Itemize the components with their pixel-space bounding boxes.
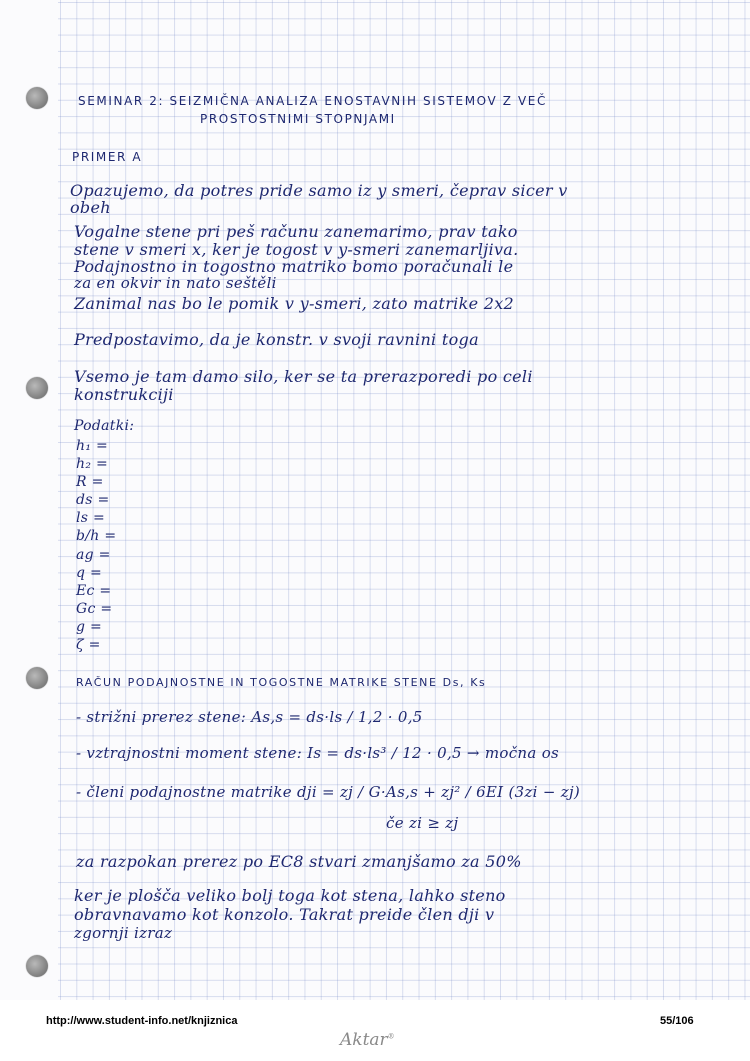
- punch-hole: [26, 955, 48, 977]
- data-heading: Podatki:: [74, 418, 135, 434]
- punch-hole: [26, 377, 48, 399]
- paragraph-line: Vogalne stene pri peš računu zanemarimo, prav tako: [74, 222, 518, 241]
- paragraph-line: ker je plošča veliko bolj toga kot stena, lahko steno: [74, 886, 506, 905]
- data-item: h₁ =: [76, 438, 109, 454]
- punch-hole: [26, 667, 48, 689]
- title-line-2: PROSTOSTNIMI STOPNJAMI: [200, 112, 396, 126]
- paragraph-line: Zanimal nas bo le pomik v y-smeri, zato matrike 2x2: [74, 294, 515, 313]
- subtitle: PRIMER A: [72, 150, 143, 164]
- page-margin: [0, 0, 58, 1000]
- page-number: 55/106: [660, 1015, 694, 1027]
- data-item: b/h =: [76, 528, 117, 544]
- paragraph-line: Podajnostno in togostno matriko bomo poračunali le: [74, 257, 514, 276]
- paragraph-line: konstrukciji: [74, 385, 174, 404]
- title-line-1: SEMINAR 2: SEIZMIČNA ANALIZA ENOSTAVNIH SISTEMOV Z VEČ: [78, 94, 547, 108]
- data-item: Gc =: [76, 601, 113, 617]
- paragraph-line: za razpokan prerez po EC8 stvari zmanjšamo za 50%: [76, 852, 522, 871]
- paragraph-line: obeh: [70, 198, 111, 217]
- paragraph-line: Vsemo je tam damo silo, ker se ta prerazporedi po celi: [74, 367, 533, 386]
- brand-logo: Aktar®: [340, 1030, 395, 1050]
- data-item: g =: [76, 619, 103, 635]
- data-item: R =: [76, 474, 104, 490]
- punch-hole: [26, 87, 48, 109]
- formula-line: - strižni prerez stene: As,s = ds·ls / 1,2 · 0,5: [76, 708, 423, 726]
- data-item: ag =: [76, 547, 111, 563]
- paragraph-line: Opazujemo, da potres pride samo iz y smeri, čeprav sicer v: [70, 181, 568, 200]
- paragraph-line: stene v smeri x, ker je togost v y-smeri zanemarljiva.: [74, 240, 519, 259]
- data-item: Ec =: [76, 583, 112, 599]
- data-item: h₂ =: [76, 456, 109, 472]
- paragraph-line: zgornji izraz: [74, 924, 173, 942]
- data-item: ds =: [76, 492, 110, 508]
- formula-line: - členi podajnostne matrike dji = zj / G·As,s + zj² / 6EI (3zi − zj): [76, 783, 581, 801]
- formula-line: - vztrajnostni moment stene: Is = ds·ls³ / 12 · 0,5 → močna os: [76, 744, 560, 762]
- formula-condition: če zi ≥ zj: [386, 814, 459, 832]
- paragraph-line: obravnavamo kot konzolo. Takrat preide člen dji v: [74, 905, 495, 924]
- data-item: q =: [76, 565, 103, 581]
- paragraph-line: za en okvir in nato seštěli: [74, 274, 277, 292]
- section-heading: RAČUN PODAJNOSTNE IN TOGOSTNE MATRIKE STENE Ds, Ks: [76, 676, 487, 689]
- data-item: ζ =: [76, 637, 101, 653]
- paragraph-line: Predpostavimo, da je konstr. v svoji ravnini toga: [74, 330, 479, 349]
- data-item: ls =: [76, 510, 106, 526]
- footer-url[interactable]: http://www.student-info.net/knjiznica: [46, 1015, 238, 1027]
